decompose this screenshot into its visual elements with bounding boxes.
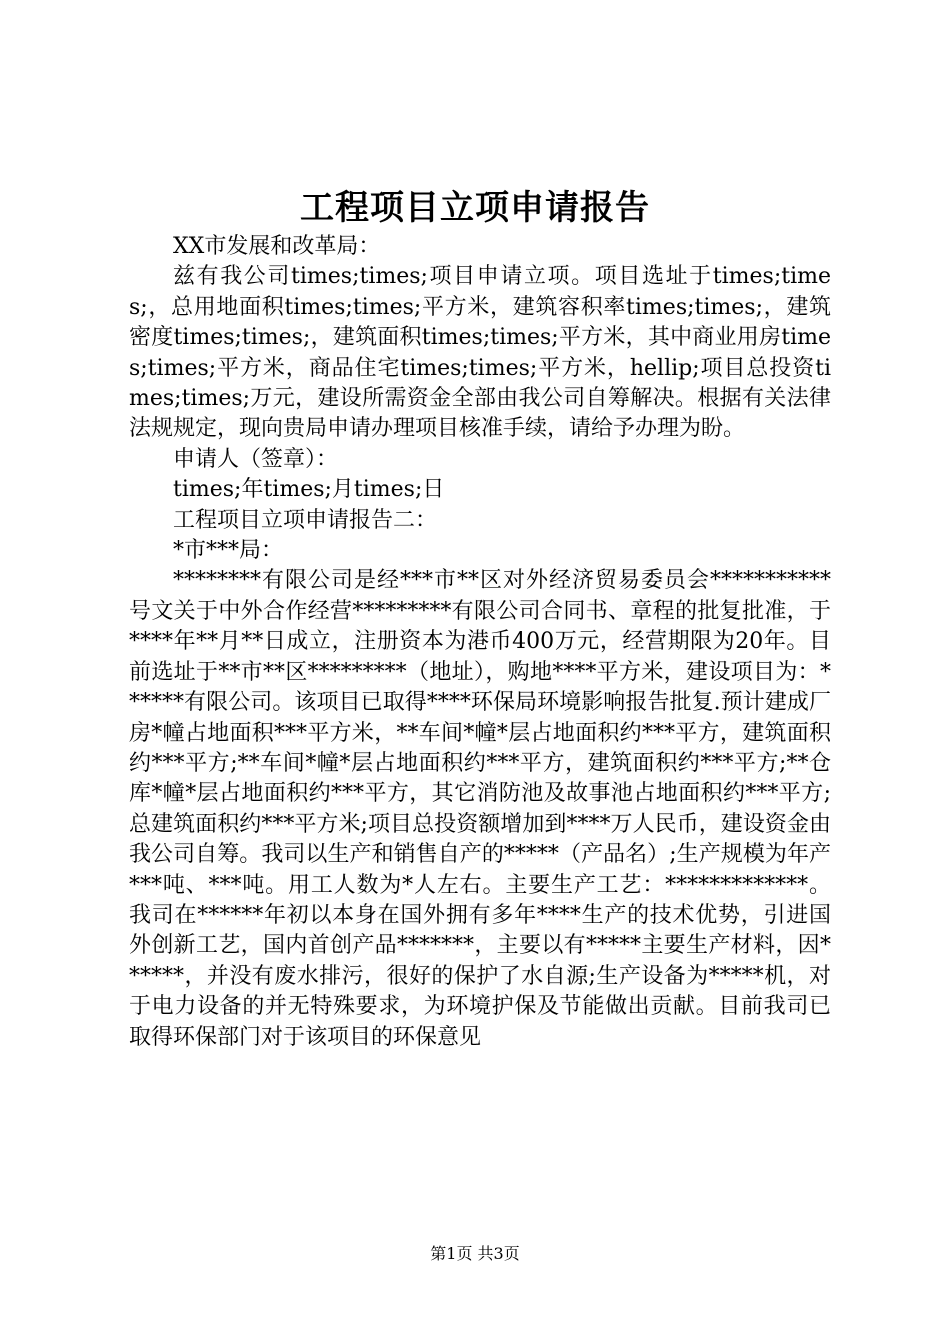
application-paragraph: 兹有我公司times;times;项目申请立项。项目选址于times;times;，总用地面积times;times;平方米，建筑容积率times;times;，建筑密度times;times;，建筑面积times;times;平方米，其中商业用房times;times;平方米，商品住宅times;times;平方米，hellip;项目总投资times;times;万元，建设所需资金全部由我公司自筹解决。根据有关法律法规规定，现向贵局申请办理项目核准手续，请给予办理为盼。 [129,264,831,442]
date-line: times;年times;月times;日 [173,477,445,503]
second-addressee-line: *市***局： [173,538,284,564]
second-report-heading: 工程项目立项申请报告二： [173,507,438,533]
document-body [129,232,831,1053]
company-description-paragraph: ********有限公司是经***市**区对外经济贸易委员会***********号文关于中外合作经营*********有限公司合同书、章程的批复批准，于****年**月**日成立，注册资本为港币400万元，经营期限为20年。目前选址于**市**区*********（地址），购地****平方米，建设项目为：******有限公司。该项目已取得****环保局环境影响报告批复.预计建成厂房*幢占地面积***平方米，**车间*幢*层占地面积约***平方，建筑面积约***平方;**车间*幢*层占地面积约***平方，建筑面积约***平方;**仓库*幢*层占地面积约***平方，其它消防池及故事池占地面积约***平方;总建筑面积约***平方米;项目总投资额增加到****万人民币，建设资金由我公司自筹。我司以生产和销售自产的*****（产品名）;生产规模为年产***吨、***吨。用工人数为*人左右。主要生产工艺：*************。我司在******年初以本身在国外拥有多年****生产的技术优势，引进国外创新工艺，国内首创产品*******，主要以有*****主要生产材料，因******，并没有废水排污，很好的保护了水自源;生产设备为*****机，对于电力设备的并无特殊要求，为环境护保及节能做出贡献。目前我司已取得环保部门对于该项目的环保意见 [129,568,831,1050]
applicant-signature-line: 申请人（签章）： [173,446,339,472]
addressee-line: XX市发展和改革局： [173,234,381,259]
document-title: 工程项目立项申请报告 [300,188,650,228]
page-footer: 第1页 共3页 [430,1244,520,1263]
